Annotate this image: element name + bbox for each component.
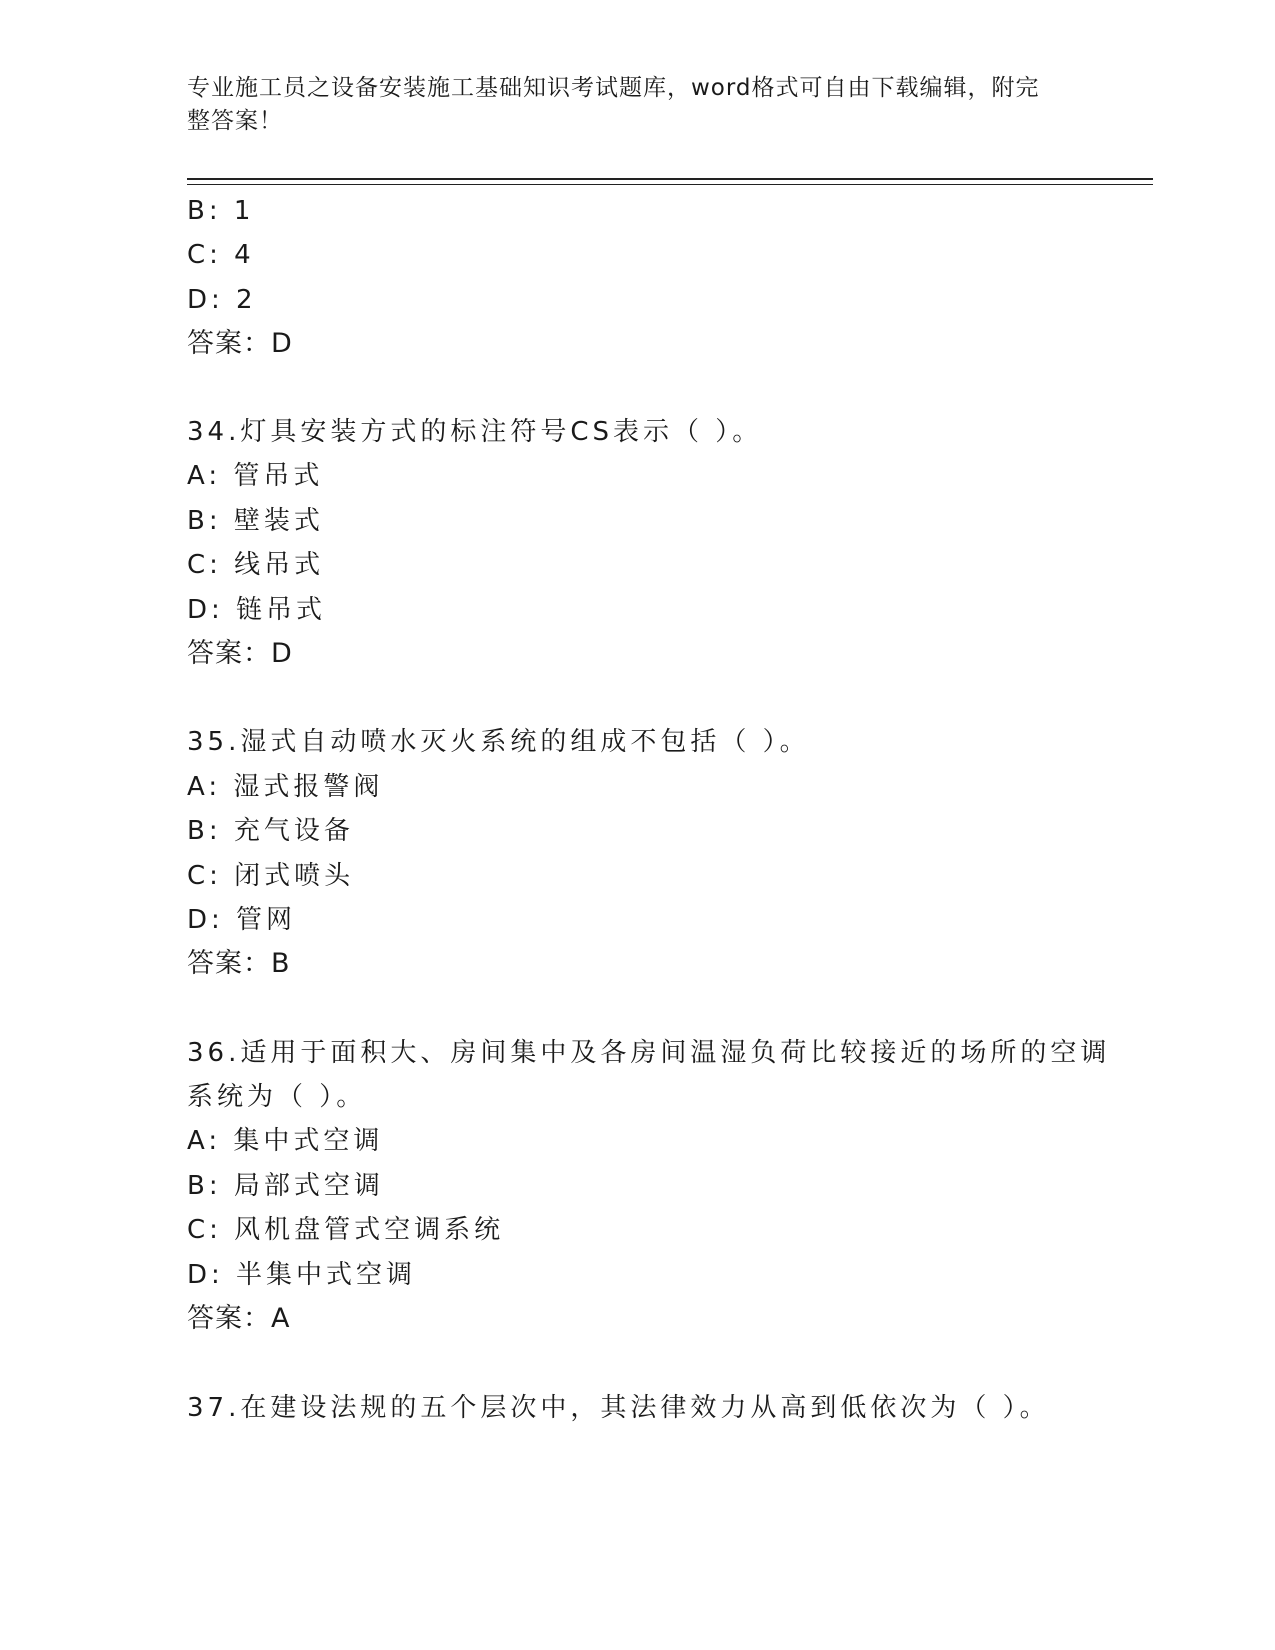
option-a: A: 管吊式	[187, 461, 324, 491]
option-b: B: 壁装式	[187, 506, 324, 536]
option-b: B: 1	[187, 196, 255, 226]
option-c: C: 闭式喷头	[187, 861, 355, 891]
option-d: D: 链吊式	[187, 595, 327, 625]
option-a: A: 湿式报警阀	[187, 772, 384, 802]
question-text: 34.灯具安装方式的标注符号CS表示（ ）。	[187, 417, 763, 447]
option-d: D: 2	[187, 285, 257, 315]
option-a: A: 集中式空调	[187, 1126, 384, 1156]
question-text: 37.在建设法规的五个层次中，其法律效力从高到低依次为（ ）。	[187, 1393, 1050, 1423]
option-b: B: 充气设备	[187, 816, 354, 846]
option-d: D: 半集中式空调	[187, 1260, 417, 1290]
answer: 答案：B	[187, 948, 291, 979]
option-c: C: 线吊式	[187, 550, 325, 580]
header-line-1: 专业施工员之设备安装施工基础知识考试题库，word格式可自由下载编辑，附完	[187, 75, 1040, 101]
question-text: 35.湿式自动喷水灭火系统的组成不包括（ ）。	[187, 727, 810, 757]
option-b: B: 局部式空调	[187, 1171, 384, 1201]
option-d: D: 管网	[187, 905, 297, 935]
question-text: 36.适用于面积大、房间集中及各房间温湿负荷比较接近的场所的空调	[187, 1038, 1111, 1068]
document-header	[187, 72, 1067, 138]
question-text-continued: 系统为（ ）。	[187, 1082, 367, 1112]
option-c: C: 风机盘管式空调系统	[187, 1215, 505, 1245]
answer: 答案：D	[187, 328, 293, 359]
header-line-2: 整答案！	[187, 108, 283, 134]
header-rule-thin	[187, 184, 1153, 185]
header-rule-thick	[187, 178, 1153, 180]
answer: 答案：A	[187, 1303, 291, 1334]
option-c: C: 4	[187, 240, 255, 270]
answer: 答案：D	[187, 638, 293, 669]
